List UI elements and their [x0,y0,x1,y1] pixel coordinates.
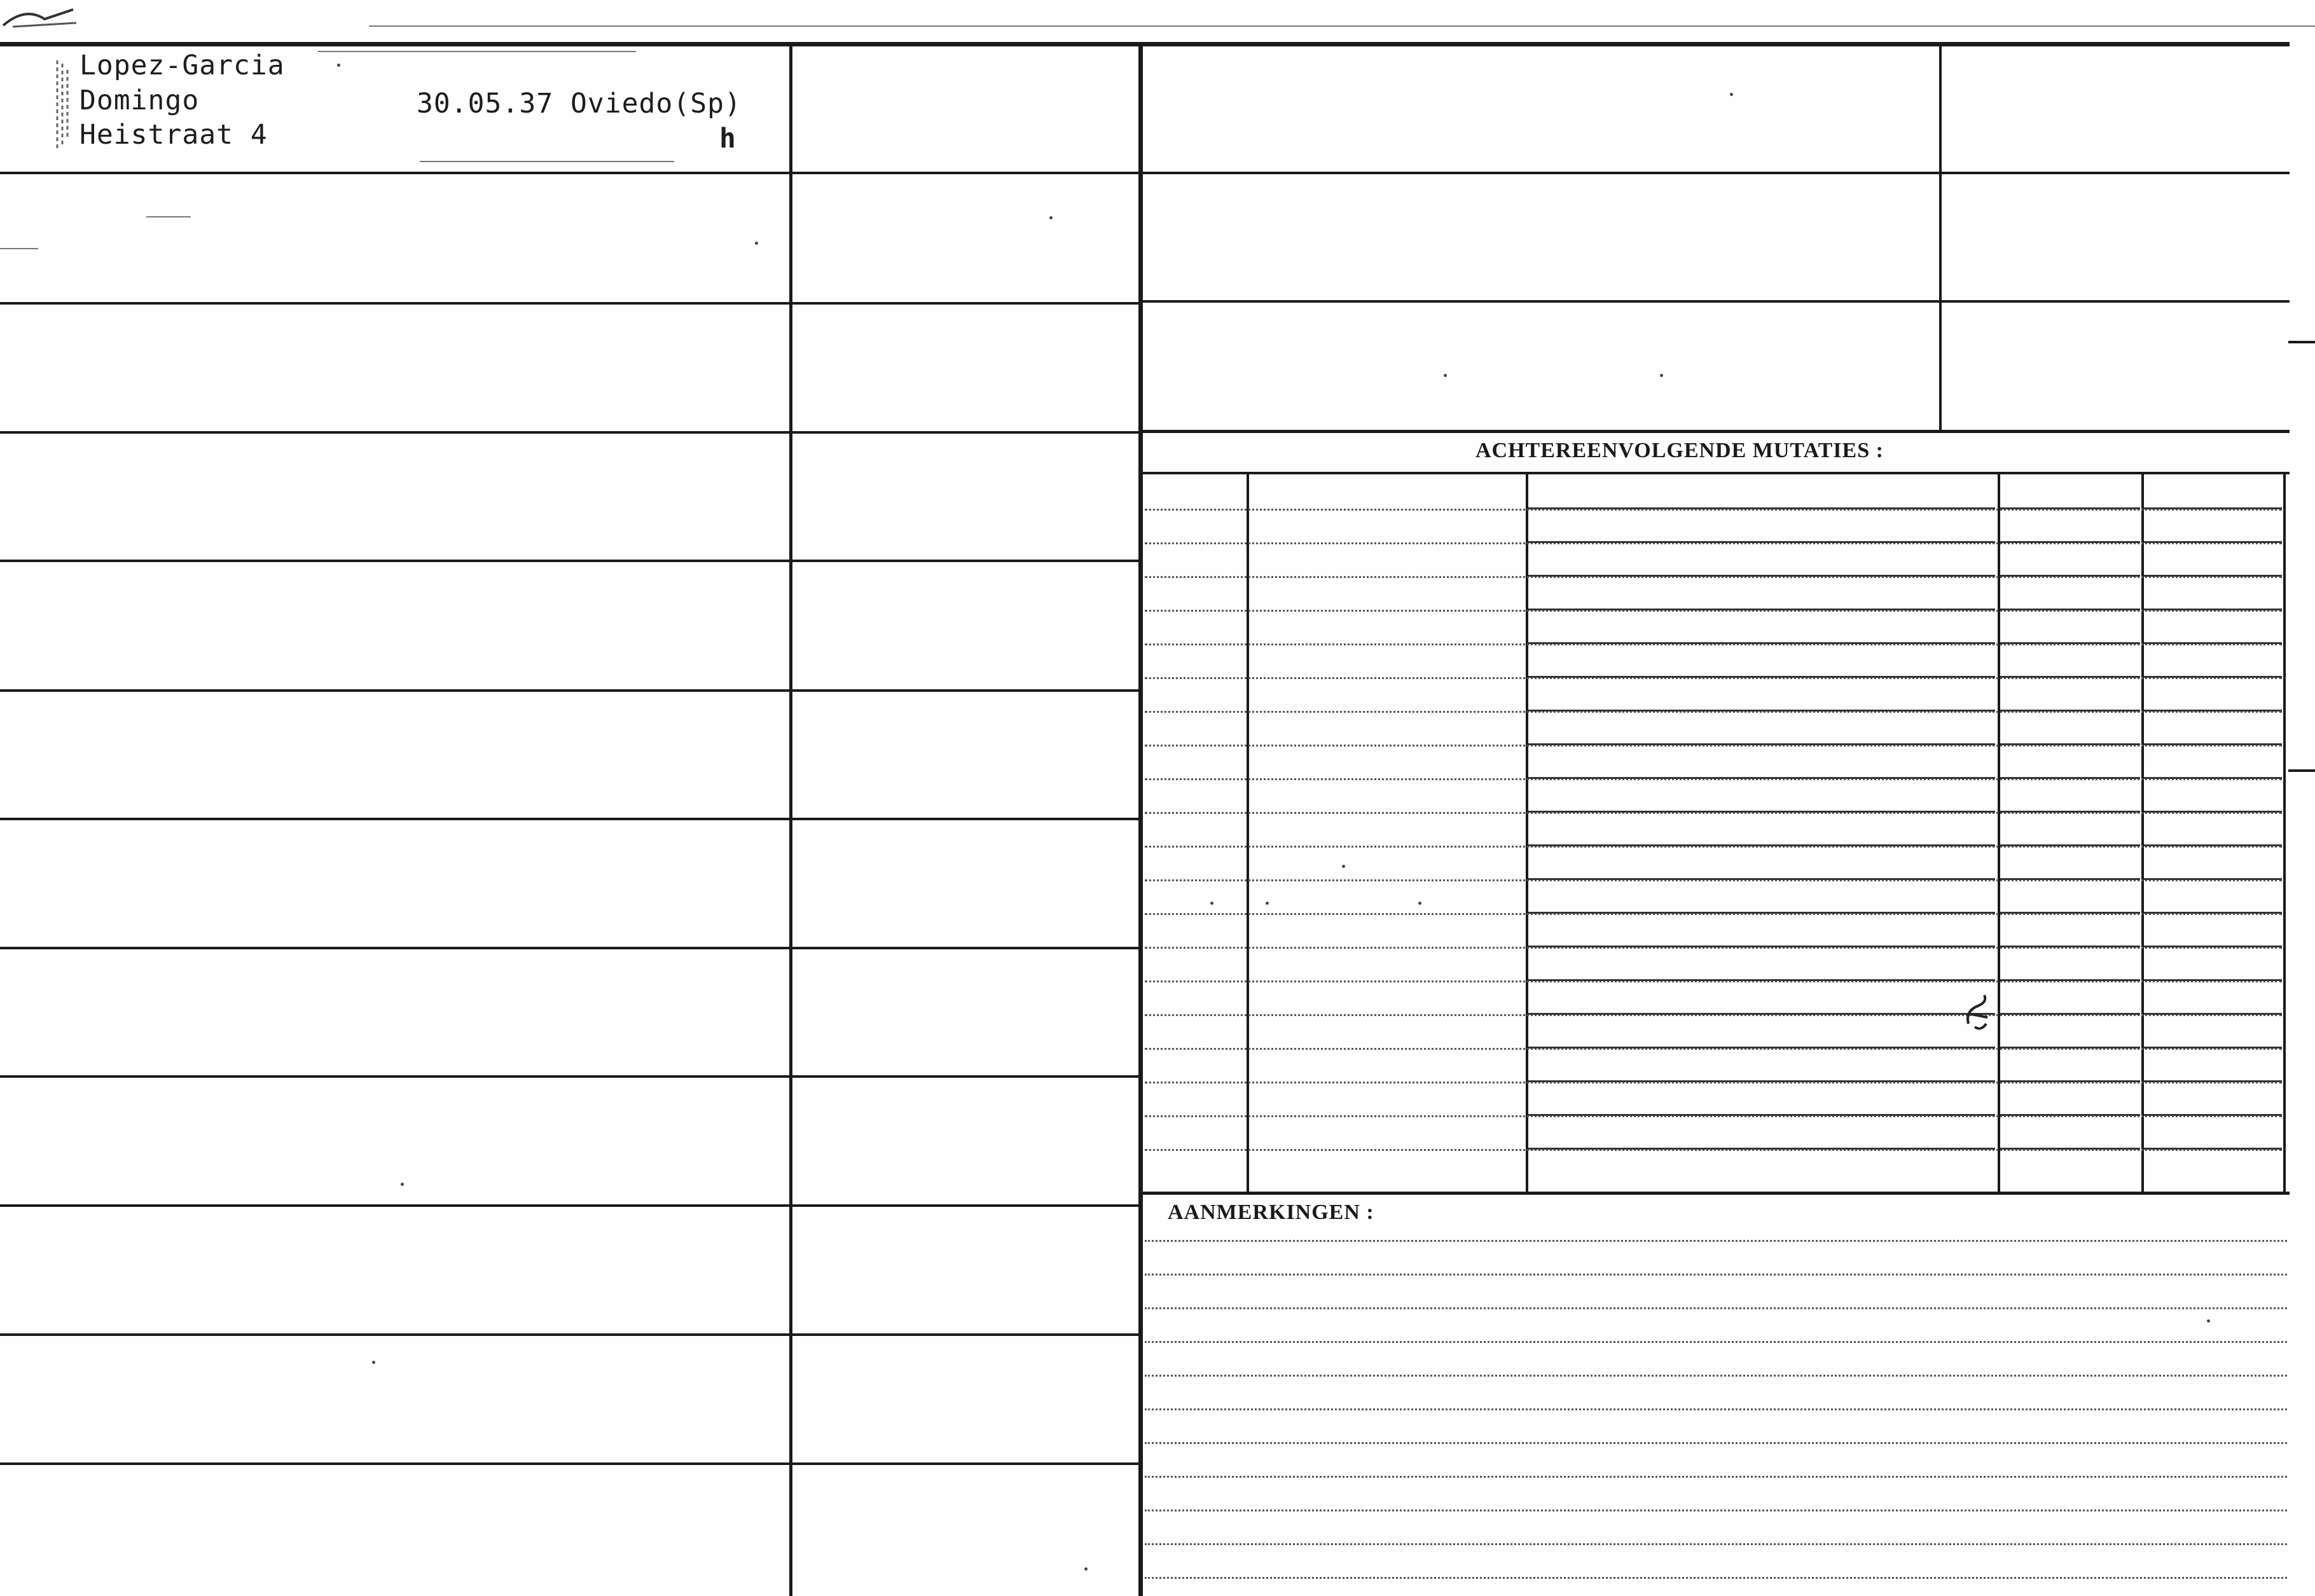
upper-right-line-3 [1143,430,2290,433]
top-scan-line [369,25,2315,27]
surname-field: Lopez-Garcia [79,50,285,81]
mutations-col-4 [2141,472,2144,1193]
scan-speck [1342,865,1345,868]
mutation-solid-row [1528,878,1995,880]
mutation-solid-row [1528,1013,1995,1015]
scan-speck [1418,902,1421,905]
mutation-solid-row [1528,642,1995,644]
mutation-solid-row [1528,777,1995,779]
scan-speck [1084,1567,1088,1571]
mutation-solid-row [2000,811,2140,813]
corner-scribble-icon [0,0,89,32]
mutation-solid-row [2000,777,2140,779]
mutation-solid-row [1528,609,1995,610]
mutation-solid-row [1528,1080,1995,1082]
left-column-divider [789,46,792,1596]
remark-dotted-row [1145,1577,2287,1579]
scan-speck [1210,902,1213,905]
mutation-solid-row [2000,609,2140,610]
mutation-solid-row [2144,811,2282,813]
mutation-solid-row [2000,1148,2140,1150]
mutation-solid-row [2000,1080,2140,1082]
mutation-solid-row [2000,507,2140,509]
mutation-solid-row [2144,1013,2282,1015]
mutation-solid-row [2000,946,2140,947]
mutation-solid-row [2000,1114,2140,1116]
mutations-col-2 [1526,472,1528,1193]
mutation-solid-row [2144,878,2282,880]
row-line-4 [0,560,1140,562]
mutation-solid-row [1528,811,1995,813]
mutations-col-5 [2283,472,2286,1193]
mutation-solid-row [2144,1114,2282,1116]
mutation-solid-row [1528,541,1995,543]
mutations-col-1 [1247,472,1249,1193]
mutation-solid-row [2000,575,2140,577]
marital-code-field: h [719,123,736,155]
mutation-solid-row [1528,912,1995,914]
row-line-7 [0,947,1140,949]
mutation-solid-row [2144,1148,2282,1150]
mutation-solid-row [2144,844,2282,846]
mutation-solid-row [1528,1114,1995,1116]
birth-date-place-field: 30.05.37 Oviedo(Sp) [417,88,742,120]
scan-speck [1660,374,1663,377]
mutation-solid-row [2000,844,2140,846]
mutation-solid-row [2000,1047,2140,1049]
row-line-6 [0,818,1140,820]
mutation-solid-row [2144,743,2282,745]
mutations-col-3 [1998,472,2000,1193]
upper-right-line-1 [1143,172,2290,174]
remark-dotted-row [1145,1543,2287,1545]
remark-dotted-row [1145,1408,2287,1410]
upper-right-divider [1939,46,1942,430]
remark-dotted-row [1145,1341,2287,1343]
scan-speck [755,242,758,245]
remarks-heading: AANMERKINGEN : [1168,1200,1374,1224]
mutation-solid-row [1528,676,1995,678]
mutation-solid-row [1528,710,1995,712]
mutation-solid-row [2144,541,2282,543]
scan-speck [337,64,340,67]
scan-speck [1730,93,1733,96]
mutation-solid-row [2144,507,2282,509]
mutation-solid-row [2144,710,2282,712]
mutation-solid-row [2000,710,2140,712]
scan-speck [1266,902,1269,905]
address-field: Heistraat 4 [79,119,268,151]
mutation-solid-row [1528,844,1995,846]
remark-dotted-row [1145,1274,2287,1276]
mutation-solid-row [2000,676,2140,678]
mutation-solid-row [2000,541,2140,543]
mutation-solid-row [2144,912,2282,914]
row-line-1 [0,172,1140,174]
edge-tick-2 [2288,769,2315,772]
mutation-solid-row [2144,676,2282,678]
mutation-solid-row [2144,609,2282,610]
edge-tick-1 [2288,341,2315,343]
scan-speck [1049,216,1053,219]
remark-dotted-row [1145,1307,2287,1309]
row-line-5 [0,689,1140,692]
row-line-3 [0,431,1140,434]
mutation-solid-row [2144,1080,2282,1082]
left-scan-stroke [146,216,191,217]
upper-right-line-2 [1143,300,2290,303]
scan-speck [2207,1319,2210,1323]
mutation-solid-row [1528,1047,1995,1049]
scan-speck [1444,374,1447,377]
mutations-heading: ACHTEREENVOLGENDE MUTATIES : [1475,439,1884,462]
mutations-bottom-border [1143,1192,2290,1195]
mutation-solid-row [1528,575,1995,577]
remark-dotted-row [1145,1476,2287,1478]
given-name-field: Domingo [79,85,200,116]
mutation-solid-row [2000,878,2140,880]
row-line-9 [0,1204,1140,1207]
mutation-solid-row [2144,979,2282,981]
mutation-solid-row [2144,575,2282,577]
mutation-solid-row [1528,946,1995,947]
mutation-solid-row [1528,743,1995,745]
remark-dotted-row [1145,1375,2287,1377]
center-divider [1138,46,1143,1596]
under-birth-scan [420,161,674,162]
mutation-solid-row [1528,979,1995,981]
left-scan-stroke [0,248,38,249]
remark-dotted-row [1145,1442,2287,1444]
row-line-11 [0,1462,1140,1465]
scan-speck [372,1361,375,1364]
remark-dotted-row [1145,1510,2287,1511]
row-line-2 [0,302,1140,305]
mutation-solid-row [2144,642,2282,644]
mutation-solid-row [2000,743,2140,745]
top-border [0,42,2290,46]
margin-stamp-icon [52,57,75,153]
mutation-solid-row [1528,507,1995,509]
mutation-solid-row [1528,1148,1995,1150]
mutation-solid-row [2144,1047,2282,1049]
mutation-solid-row [2000,1013,2140,1015]
scan-speck [401,1183,404,1186]
row-line-10 [0,1333,1140,1336]
mutation-solid-row [2144,777,2282,779]
row-line-8 [0,1075,1140,1078]
mutations-top-border [1143,472,2290,474]
mutation-solid-row [2000,979,2140,981]
mutation-solid-row [2144,946,2282,947]
mutation-solid-row [2000,912,2140,914]
remark-dotted-row [1145,1240,2287,1242]
mutation-solid-row [2000,642,2140,644]
under-name-scan [318,51,636,52]
handwritten-mark-icon [1962,992,1994,1036]
